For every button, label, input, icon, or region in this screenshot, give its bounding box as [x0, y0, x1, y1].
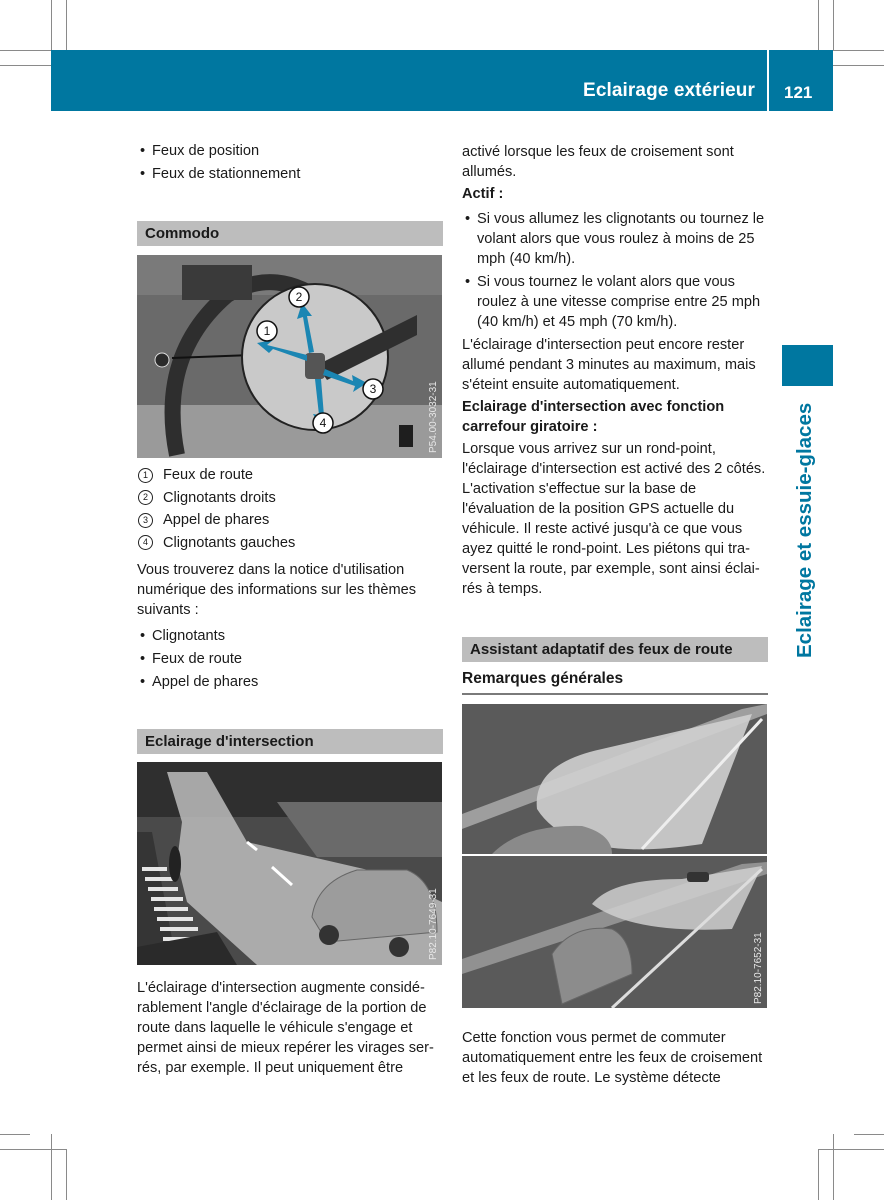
crop-mark	[0, 1149, 66, 1150]
callout-2: 2	[295, 290, 303, 304]
chapter-title: Eclairage et essuie-glaces	[793, 402, 816, 658]
number-circle-icon: 2	[138, 490, 153, 505]
intersection-figure	[137, 762, 442, 965]
crop-mark	[818, 1149, 819, 1200]
section-heading-adaptive-high-beam: Assistant adaptatif des feux de route	[462, 637, 768, 662]
section-title: Eclairage extérieur	[583, 80, 755, 101]
crop-mark	[0, 65, 51, 66]
figure-code: P82.10-7649-31	[428, 888, 439, 960]
adaptive-high-beam-illustration	[462, 704, 767, 1008]
legend-label: Appel de phares	[163, 512, 270, 529]
commodo-figure	[137, 255, 442, 458]
callout-legend	[137, 464, 443, 554]
crop-mark	[833, 1134, 834, 1200]
crop-mark	[833, 65, 884, 66]
legend-label: Clignotants gauches	[163, 534, 296, 551]
crop-mark	[66, 1149, 67, 1200]
legend-item	[137, 509, 443, 532]
list-item: • Si vous allumez les clignotants ou tournez le volant alors que vous roulez à moins de 25 mph (40 km/h).	[462, 209, 768, 269]
active-label: Actif :	[462, 186, 504, 202]
crop-mark	[833, 0, 834, 50]
page-header	[51, 50, 833, 111]
callout-3: 3	[369, 382, 377, 396]
list-item: • Clignotants	[137, 626, 443, 646]
chapter-tab-marker	[782, 345, 833, 386]
crop-mark	[51, 0, 52, 50]
list-item: • Appel de phares	[137, 672, 443, 692]
legend-item	[137, 487, 443, 510]
callout-1: 1	[263, 324, 271, 338]
section-heading-commodo: Commodo	[137, 221, 443, 246]
list-item: • Si vous tournez le volant alors que vous roulez à une vitesse comprise entre 25 mph (40 km/h) et 45 mph (70 km/h).	[462, 272, 768, 332]
callout-4: 4	[319, 416, 327, 430]
figure-code: P82.10-7652-31	[753, 932, 764, 1004]
legend-label: Feux de route	[163, 467, 254, 484]
header-divider	[767, 50, 769, 111]
roundabout-heading: Eclairage d'intersection avec fonction carrefour giratoire :	[462, 399, 725, 435]
crop-mark	[818, 0, 819, 50]
list-item: • Feux de position	[137, 141, 443, 161]
intro-bullet-list	[137, 141, 443, 187]
topic-list	[137, 626, 443, 692]
section-heading-intersection: Eclairage d'intersection	[137, 729, 443, 754]
roundabout-paragraph: Lorsque vous arrivez sur un rond-point, l'éclairage d'intersection est activé des 2 côtés. L'activation s'effectue sur la base de l'évaluation de la position GPS actuelle du véhicule. Il reste activé jusqu'à ce que vous ayez quitté le rond-point. Les piétons qui traversent la route, par exemple, sont ainsi éclairés à temps.	[462, 441, 766, 597]
intersection-paragraph: L'éclairage d'intersection augmente considérablement l'angle d'éclairage de la portion de route dans laquelle le véhicule s'engage et permet ainsi de mieux repérer les virages serrés, par exemple. Il peut uniquement être	[137, 980, 434, 1076]
info-paragraph: Vous trouverez dans la notice d'utilisation numérique des informations sur les thèmes suivants :	[137, 562, 417, 618]
adaptive-paragraph: Cette fonction vous permet de commuter automatiquement entre les feux de croisement et les feux de route. Le système détecte	[462, 1030, 763, 1086]
list-item: • Feux de stationnement	[137, 164, 443, 184]
legend-item	[137, 532, 443, 555]
number-circle-icon: 1	[138, 468, 153, 483]
subheading-general-remarks: Remarques générales	[462, 669, 768, 695]
crop-mark	[833, 50, 884, 51]
continuation-paragraph: activé lorsque les feux de croisement sont allumés.	[462, 144, 734, 180]
intersection-illustration	[137, 762, 442, 965]
legend-label: Clignotants droits	[163, 489, 276, 506]
legend-item	[137, 464, 443, 487]
active-conditions-list	[462, 209, 768, 332]
crop-mark	[0, 50, 51, 51]
crop-mark	[51, 1134, 52, 1200]
duration-paragraph: L'éclairage d'intersection peut encore rester allumé pendant 3 minutes au maximum, mais s'éteint ensuite automatiquement.	[462, 337, 756, 393]
page-number: 121	[784, 83, 813, 102]
crop-mark	[854, 1134, 884, 1135]
figure-code: P54.00-3032-31	[428, 381, 439, 453]
crop-mark	[818, 1149, 884, 1150]
crop-mark	[66, 0, 67, 50]
number-circle-icon: 3	[138, 513, 153, 528]
adaptive-high-beam-figure	[462, 704, 767, 1008]
commodo-illustration	[137, 255, 442, 458]
crop-mark	[0, 1134, 30, 1135]
number-circle-icon: 4	[138, 535, 153, 550]
list-item: • Feux de route	[137, 649, 443, 669]
